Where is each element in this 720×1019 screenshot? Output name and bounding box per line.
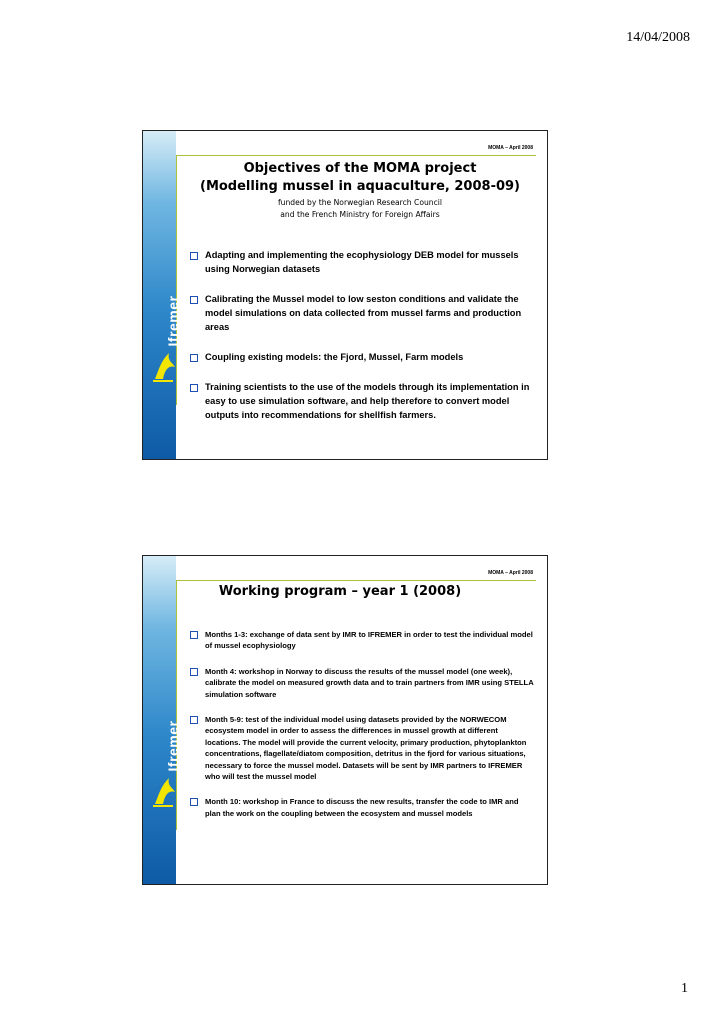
ifremer-logo-mark-icon: [151, 774, 177, 808]
list-item: Month 4: workshop in Norway to discuss the results of the mussel model (one week), calibrate the model on measured growth data and to train partners from IMR using STELLA simulation software: [190, 666, 535, 700]
list-item: Training scientists to the use of the models through its implementation in easy to use simulation software, and help therefore to convert model outputs into recommendations for shellfish farmers.: [190, 380, 535, 422]
checkbox-bullet-icon: [190, 354, 198, 362]
checkbox-bullet-icon: [190, 296, 198, 304]
list-item: Adapting and implementing the ecophysiology DEB model for mussels using Norwegian datasets: [190, 248, 535, 276]
slide-tag: MOMA – April 2008: [488, 145, 533, 151]
list-item: Calibrating the Mussel model to low seston conditions and validate the model simulations on data collected from mussel farms and production areas: [190, 292, 535, 334]
slide-objectives: [142, 130, 548, 460]
slide-working-program: [142, 555, 548, 885]
slide-subtitle-line2: and the French Ministry for Foreign Affairs: [280, 210, 440, 219]
ifremer-logo: Ifremer: [165, 720, 181, 772]
list-item: Coupling existing models: the Fjord, Mussel, Farm models: [190, 350, 535, 364]
checkbox-bullet-icon: [190, 668, 198, 676]
slide-tag: MOMA – April 2008: [488, 570, 533, 576]
working-program-list: [190, 629, 535, 833]
checkbox-bullet-icon: [190, 384, 198, 392]
list-item: Month 5-9: test of the individual model using datasets provided by the NORWECOM ecosystem model in order to assess the differences in mussel growth at different locations. The model will provide the current velocity, primary production, phytoplankton concentrations, flagellate/diatom composition, detritus in the fjord for various situations, necessary to force the mussel model. Datasets will be sent by IMR partners to IFREMER who will test the mussel model: [190, 714, 535, 782]
ifremer-logo: Ifremer: [165, 295, 181, 347]
slide-subtitle-line1: funded by the Norwegian Research Council: [278, 198, 442, 207]
page-number: 1: [681, 981, 688, 996]
frame-line: [176, 580, 536, 581]
frame-line: [176, 155, 536, 156]
list-item: Month 10: workshop in France to discuss the new results, transfer the code to IMR and plan the work on the coupling between the ecosystem and mussel models: [190, 796, 535, 819]
list-item: Months 1-3: exchange of data sent by IMR to IFREMER in order to test the individual model of mussel ecophysiology: [190, 629, 535, 652]
slide-title-line1: Objectives of the MOMA project: [243, 161, 477, 176]
checkbox-bullet-icon: [190, 798, 198, 806]
slide-title: Working program – year 1 (2008): [218, 584, 462, 599]
objectives-list: [190, 248, 535, 438]
page-date: 14/04/2008: [626, 30, 690, 45]
checkbox-bullet-icon: [190, 252, 198, 260]
checkbox-bullet-icon: [190, 716, 198, 724]
ifremer-logo-mark-icon: [151, 349, 177, 383]
checkbox-bullet-icon: [190, 631, 198, 639]
slide-title-line2: (Modelling mussel in aquaculture, 2008-09): [200, 179, 520, 194]
